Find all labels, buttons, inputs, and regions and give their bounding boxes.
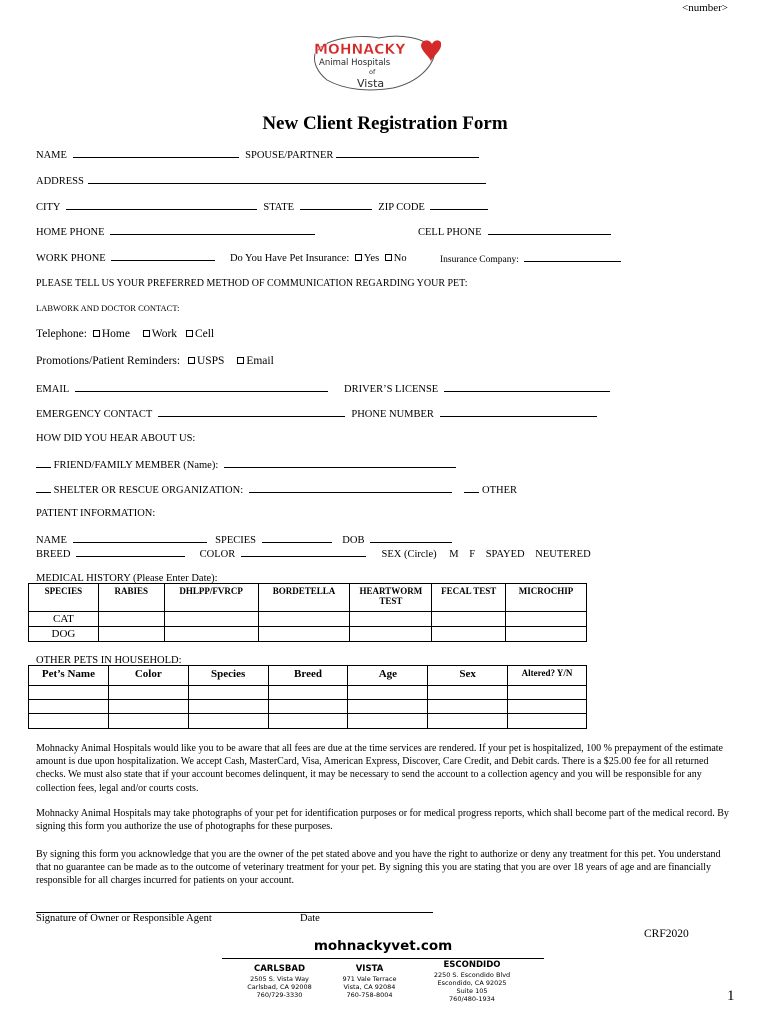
city-row <box>36 200 488 213</box>
op-cell[interactable] <box>188 714 268 729</box>
footer-website: mohnackyvet.com <box>313 938 453 954</box>
mh-row-label-dog: DOG <box>29 627 99 642</box>
page-number: 1 <box>727 988 735 1004</box>
spouse-label: SPOUSE/PARTNER <box>245 150 334 161</box>
promotions-email-label: Email <box>246 355 274 367</box>
footer-vista <box>327 964 412 999</box>
work-phone-label: WORK PHONE <box>36 253 106 264</box>
telephone-label: Telephone: <box>36 328 87 340</box>
pet-name-row <box>36 533 452 546</box>
spayed-option[interactable]: SPAYED <box>485 549 525 560</box>
mh-cell[interactable] <box>432 627 506 642</box>
logo-name: MOHNACKY <box>314 42 406 58</box>
mh-cell[interactable] <box>506 612 587 627</box>
neutered-option[interactable]: NEUTERED <box>535 549 591 560</box>
emergency-contact-label: EMERGENCY CONTACT <box>36 409 153 420</box>
address-field[interactable] <box>88 174 486 184</box>
number-placeholder: <number> <box>682 2 729 14</box>
medical-history-table <box>28 583 587 642</box>
sex-f-option[interactable]: F <box>469 549 476 560</box>
pet-name-label: NAME <box>36 535 67 546</box>
footer-carlsbad-name: CARLSBAD <box>253 964 305 974</box>
op-col-name: Pet’s Name <box>29 666 109 686</box>
friend-family-field[interactable] <box>224 458 456 468</box>
mh-col-bordetella: BORDETELLA <box>258 584 350 612</box>
footer-escondido <box>422 960 522 1003</box>
friend-family-row <box>36 458 456 471</box>
pet-color-field[interactable] <box>241 547 366 557</box>
op-cell[interactable] <box>428 714 508 729</box>
footer-vista-address: 971 Vale Terrace <box>342 975 397 983</box>
pet-name-field[interactable] <box>73 533 207 543</box>
consent-paragraph: By signing this form you acknowledge that you are the owner of the pet stated above and you have the right to authorize or deny any treatment for this pet. You understand that no guarantee can be made as to the outcome of veterinary treatment for your pet. By signing this you are stating that you are over 18 years of age and are financially responsible for all charges incurred for patients on your account. <box>36 849 721 887</box>
op-cell[interactable] <box>428 686 508 700</box>
op-cell[interactable] <box>29 686 109 700</box>
pet-breed-row <box>36 547 591 560</box>
pet-dob-label: DOB <box>342 535 365 546</box>
pet-species-field[interactable] <box>262 533 332 543</box>
mh-cell[interactable] <box>350 627 432 642</box>
op-col-breed: Breed <box>268 666 348 686</box>
home-phone-field[interactable] <box>110 225 315 235</box>
patient-info-label: PATIENT INFORMATION: <box>36 508 156 519</box>
mh-cell[interactable] <box>506 627 587 642</box>
mh-col-species: SPECIES <box>29 584 99 612</box>
sex-m-option[interactable]: M <box>449 549 459 560</box>
home-phone-row <box>36 225 315 238</box>
telephone-work-checkbox[interactable] <box>143 330 150 337</box>
footer-vista-name: VISTA <box>355 964 384 974</box>
medical-history-heading: MEDICAL HISTORY (Please Enter Date): <box>36 573 218 584</box>
pet-breed-label: BREED <box>36 549 71 560</box>
address-row <box>36 174 486 187</box>
labwork-label: LABWORK AND DOCTOR CONTACT: <box>36 303 180 313</box>
telephone-home-checkbox[interactable] <box>93 330 100 337</box>
op-cell[interactable] <box>108 700 188 714</box>
footer-carlsbad-address: 2505 S. Vista Way <box>250 975 309 983</box>
telephone-work-label: Work <box>151 328 178 340</box>
name-label: NAME <box>36 150 67 161</box>
op-cell[interactable] <box>508 714 587 729</box>
name-field[interactable] <box>73 148 239 158</box>
pet-insurance-label: Do You Have Pet Insurance: <box>229 253 350 264</box>
cell-phone-field[interactable] <box>488 225 611 235</box>
emergency-contact-field[interactable] <box>158 407 345 417</box>
op-cell[interactable] <box>268 686 348 700</box>
email-field[interactable] <box>75 382 328 392</box>
home-phone-label: HOME PHONE <box>36 227 105 238</box>
op-cell[interactable] <box>108 714 188 729</box>
work-phone-row <box>36 251 407 264</box>
telephone-home-label: Home <box>101 328 130 340</box>
op-cell[interactable] <box>108 686 188 700</box>
op-cell[interactable] <box>29 700 109 714</box>
fees-paragraph: Mohnacky Animal Hospitals would like you to be aware that all fees are due at the time services are rendered. If your pet is hospitalized, 100 % prepayment of the estimate amount is due upon hospitalization. We accept Cash, MasterCard, Visa, American Express, Discover, Care Credit, and Debit cards. There is a $25.00 fee for all returned checks. We must also state that if your account becomes delinquent, it may be necessary to send the account to a collection agency and you will be responsible for any collection fees, legal and/or courts costs. <box>36 743 723 794</box>
other-label: OTHER <box>482 485 517 496</box>
promotions-label: Promotions/Patient Reminders: <box>36 355 181 367</box>
insurance-no-checkbox[interactable] <box>385 254 392 261</box>
op-cell[interactable] <box>268 700 348 714</box>
insurance-company-label: Insurance Company: <box>440 255 519 265</box>
cell-phone-row <box>418 225 611 238</box>
mh-col-dhlpp: DHLPP/FVRCP <box>164 584 258 612</box>
name-row <box>36 148 479 161</box>
mh-cell[interactable] <box>258 627 350 642</box>
mh-col-fecal: FECAL TEST <box>432 584 506 612</box>
footer-carlsbad <box>232 964 327 999</box>
spouse-field[interactable] <box>336 148 479 158</box>
footer-escondido-suite: Suite 105 <box>456 987 488 995</box>
insurance-yes-checkbox[interactable] <box>355 254 362 261</box>
form-title: New Client Registration Form <box>262 113 508 134</box>
logo-location: Vista <box>357 77 385 90</box>
work-phone-field[interactable] <box>111 251 215 261</box>
other-pets-heading: OTHER PETS IN HOUSEHOLD: <box>36 655 182 666</box>
mh-col-heartworm: HEARTWORM TEST <box>350 584 432 612</box>
insurance-company-row <box>440 252 621 265</box>
mh-cell[interactable] <box>164 627 258 642</box>
form-code: CRF2020 <box>644 928 689 940</box>
email-row <box>36 382 328 395</box>
state-label: STATE <box>263 202 295 213</box>
telephone-cell-label: Cell <box>194 328 215 340</box>
drivers-license-label: DRIVER’S LICENSE <box>344 384 439 395</box>
op-cell[interactable] <box>29 714 109 729</box>
mh-row-label-cat: CAT <box>29 612 99 627</box>
footer-vista-city: Vista, CA 92084 <box>343 983 396 991</box>
other-check-field[interactable] <box>464 483 479 493</box>
op-row <box>29 700 587 714</box>
op-cell[interactable] <box>428 700 508 714</box>
city-label: CITY <box>36 202 61 213</box>
insurance-yes-label: Yes <box>363 253 380 264</box>
op-cell[interactable] <box>508 686 587 700</box>
logo-of: of <box>369 68 376 76</box>
op-col-age: Age <box>348 666 428 686</box>
op-col-altered: Altered? Y/N <box>508 666 587 686</box>
insurance-no-label: No <box>393 253 407 264</box>
mh-col-rabies: RABIES <box>98 584 164 612</box>
zip-label: ZIP CODE <box>378 202 425 213</box>
mohnacky-logo <box>309 32 441 94</box>
footer-escondido-address: 2250 S. Escondido Blvd <box>433 971 511 979</box>
op-cell[interactable] <box>188 700 268 714</box>
promotions-email-checkbox[interactable] <box>237 357 244 364</box>
op-cell[interactable] <box>348 714 428 729</box>
mh-cell[interactable] <box>98 612 164 627</box>
drivers-license-row <box>344 382 610 395</box>
cell-phone-label: CELL PHONE <box>418 227 482 238</box>
op-cell[interactable] <box>348 700 428 714</box>
email-label: EMAIL <box>36 384 69 395</box>
address-label: ADDRESS <box>36 176 84 187</box>
shelter-row <box>36 483 517 496</box>
footer-divider <box>222 958 544 959</box>
op-cell[interactable] <box>508 700 587 714</box>
pet-species-label: SPECIES <box>215 535 257 546</box>
pet-breed-field[interactable] <box>76 547 185 557</box>
footer-escondido-city: Escondido, CA 92025 <box>437 979 507 987</box>
hear-about-label: HOW DID YOU HEAR ABOUT US: <box>36 433 196 444</box>
mh-cell[interactable] <box>432 612 506 627</box>
city-field[interactable] <box>66 200 257 210</box>
op-cell[interactable] <box>188 686 268 700</box>
pet-color-label: COLOR <box>199 549 236 560</box>
mh-cell[interactable] <box>350 612 432 627</box>
pet-sex-label: SEX (Circle) <box>381 549 437 560</box>
promotions-usps-label: USPS <box>196 355 225 367</box>
phone-number-label: PHONE NUMBER <box>351 409 434 420</box>
shelter-check-field[interactable] <box>36 483 51 493</box>
footer-escondido-phone: 760/480-1934 <box>449 995 495 1003</box>
telephone-row <box>36 328 214 340</box>
promotions-usps-checkbox[interactable] <box>188 357 195 364</box>
op-row <box>29 686 587 700</box>
friend-family-label: FRIEND/FAMILY MEMBER (Name): <box>53 460 219 471</box>
signature-label: Signature of Owner or Responsible Agent <box>36 913 212 924</box>
footer-vista-phone: 760-758-8004 <box>346 991 393 999</box>
phone-number-field[interactable] <box>440 407 597 417</box>
drivers-license-field[interactable] <box>444 382 610 392</box>
footer-escondido-name: ESCONDIDO <box>443 960 501 970</box>
footer-carlsbad-phone: 760/729-3330 <box>256 991 303 999</box>
mh-cell[interactable] <box>258 612 350 627</box>
mh-cell[interactable] <box>164 612 258 627</box>
mh-col-microchip: MICROCHIP <box>506 584 587 612</box>
shelter-label: SHELTER OR RESCUE ORGANIZATION: <box>53 485 244 496</box>
state-field[interactable] <box>300 200 372 210</box>
friend-family-check-field[interactable] <box>36 458 51 468</box>
promotions-row <box>36 355 274 367</box>
communication-heading: PLEASE TELL US YOUR PREFERRED METHOD OF COMMUNICATION REGARDING YOUR PET: <box>36 278 468 289</box>
logo-subtitle: Animal Hospitals <box>319 58 391 68</box>
signature-date-label: Date <box>300 913 320 924</box>
op-row <box>29 714 587 729</box>
other-pets-table <box>28 665 587 729</box>
op-col-sex: Sex <box>428 666 508 686</box>
emergency-contact-row <box>36 407 597 420</box>
telephone-cell-checkbox[interactable] <box>186 330 193 337</box>
mh-cell[interactable] <box>98 627 164 642</box>
op-col-color: Color <box>108 666 188 686</box>
shelter-field[interactable] <box>249 483 452 493</box>
zip-field[interactable] <box>430 200 488 210</box>
photographs-paragraph: Mohnacky Animal Hospitals may take photographs of your pet for identification purposes or for medical progress reports, which shall become part of the medical record. By signing this form you authorize the use of photographs for these purposes. <box>36 808 729 833</box>
op-col-species: Species <box>188 666 268 686</box>
mh-row-cat <box>29 612 587 627</box>
insurance-company-field[interactable] <box>524 252 621 262</box>
pet-dob-field[interactable] <box>370 533 452 543</box>
op-cell[interactable] <box>268 714 348 729</box>
mh-row-dog <box>29 627 587 642</box>
op-cell[interactable] <box>348 686 428 700</box>
footer-carlsbad-city: Carlsbad, CA 92008 <box>247 983 312 991</box>
